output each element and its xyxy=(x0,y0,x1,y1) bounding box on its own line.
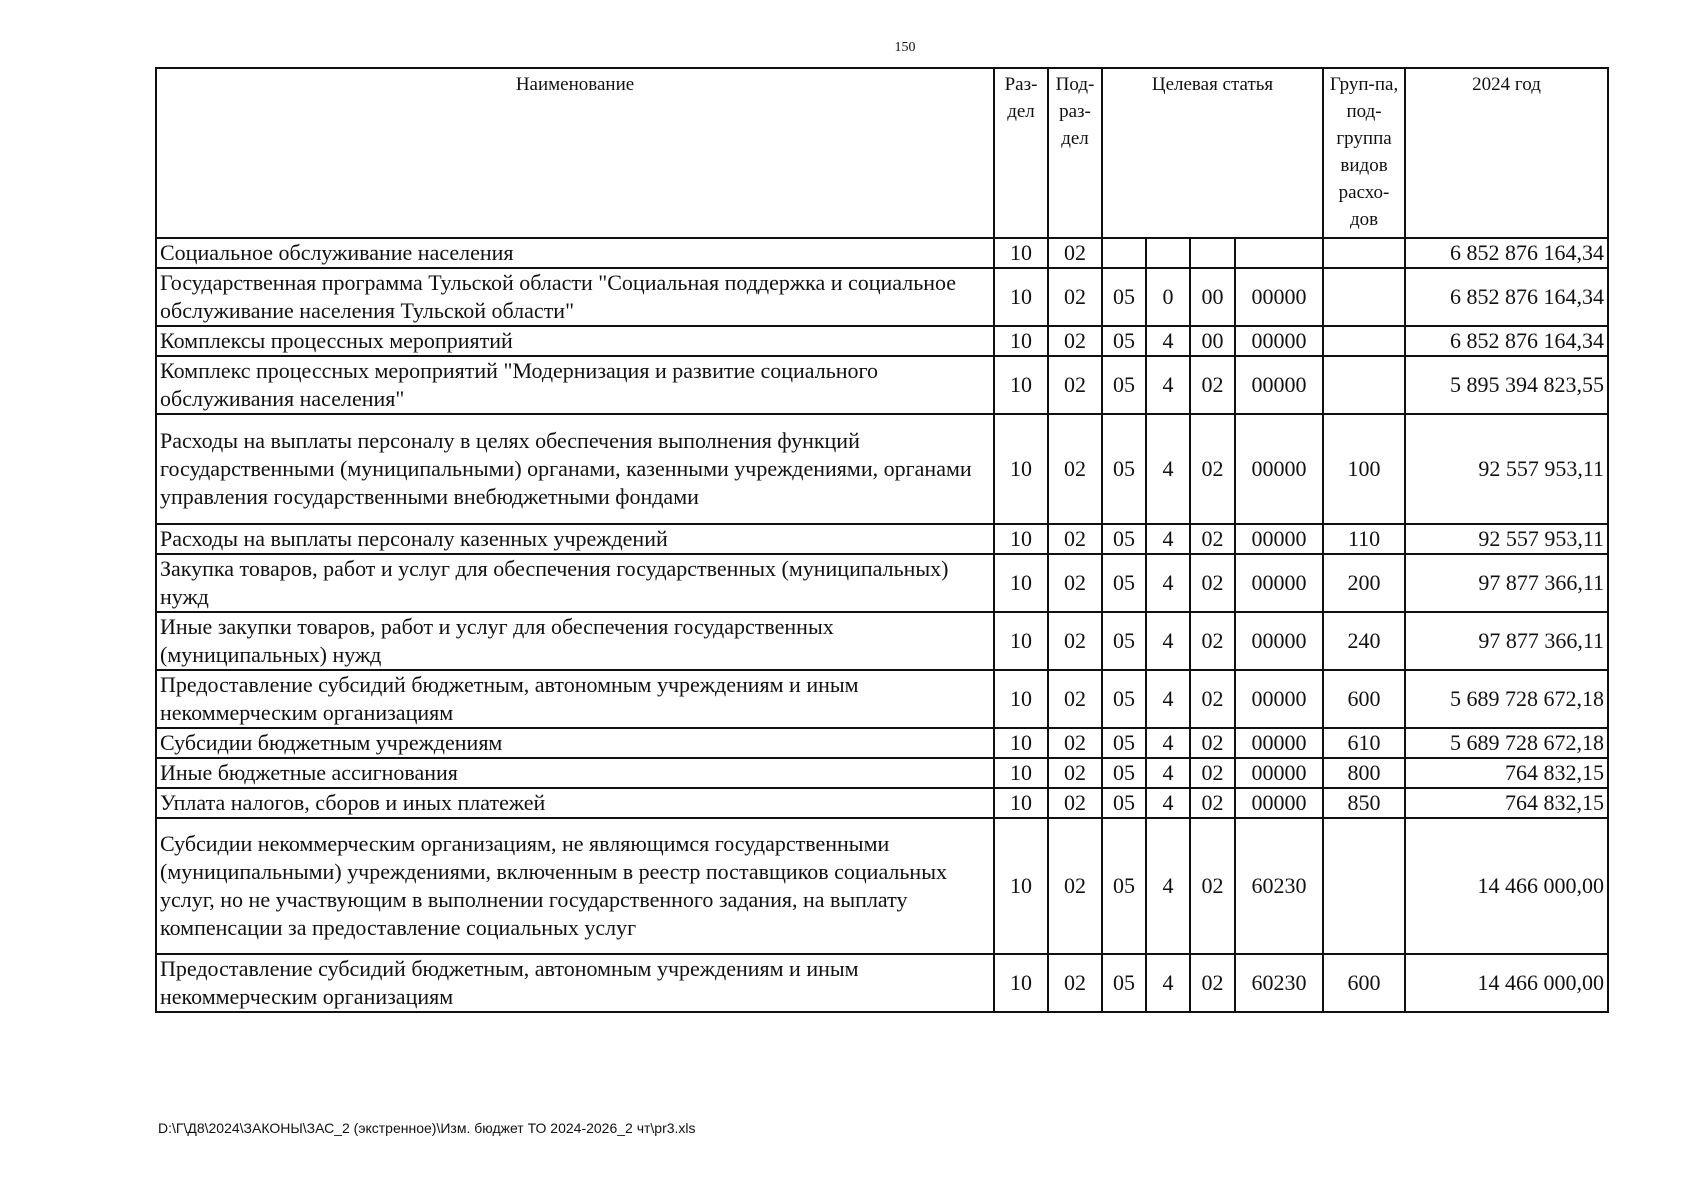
razdel-cell: 10 xyxy=(994,612,1048,670)
file-path-footer: D:\Г\Д8\2024\ЗАКОНЫ\ЗАС_2 (экстренное)\Изм. бюджет ТО 2024-2026_2 чт\pr3.xls xyxy=(158,1120,696,1136)
target-article-type-cell: 4 xyxy=(1146,612,1190,670)
target-article-direction-cell: 00000 xyxy=(1235,414,1323,524)
amount-2024-cell: 14 466 000,00 xyxy=(1405,818,1608,954)
podrazdel-cell: 02 xyxy=(1048,758,1102,788)
amount-2024-cell: 6 852 876 164,34 xyxy=(1405,326,1608,356)
target-article-program-cell: 05 xyxy=(1102,612,1146,670)
target-article-type-cell: 4 xyxy=(1146,954,1190,1012)
row-name-cell: Субсидии бюджетным учреждениям xyxy=(156,728,994,758)
amount-2024-cell: 92 557 953,11 xyxy=(1405,414,1608,524)
target-article-direction-cell: 00000 xyxy=(1235,356,1323,414)
row-name-cell: Комплексы процессных мероприятий xyxy=(156,326,994,356)
amount-2024-cell: 6 852 876 164,34 xyxy=(1405,268,1608,326)
razdel-cell: 10 xyxy=(994,758,1048,788)
razdel-cell: 10 xyxy=(994,356,1048,414)
target-article-type-cell: 4 xyxy=(1146,356,1190,414)
amount-2024-cell: 5 689 728 672,18 xyxy=(1405,670,1608,728)
header-name: Наименование xyxy=(156,68,994,238)
target-article-complex-cell: 02 xyxy=(1190,524,1235,554)
amount-2024-cell: 97 877 366,11 xyxy=(1405,612,1608,670)
target-article-complex-cell xyxy=(1190,238,1235,268)
row-name-cell: Иные закупки товаров, работ и услуг для обеспечения государственных (муниципальных) нужд xyxy=(156,612,994,670)
podrazdel-cell: 02 xyxy=(1048,670,1102,728)
target-article-type-cell: 4 xyxy=(1146,524,1190,554)
razdel-cell: 10 xyxy=(994,238,1048,268)
target-article-complex-cell: 02 xyxy=(1190,954,1235,1012)
budget-table xyxy=(155,67,1609,1013)
row-name-cell: Предоставление субсидий бюджетным, автономным учреждениям и иным некоммерческим организациям xyxy=(156,670,994,728)
podrazdel-cell: 02 xyxy=(1048,356,1102,414)
amount-2024-cell: 97 877 366,11 xyxy=(1405,554,1608,612)
table-row xyxy=(156,612,1608,670)
amount-2024-cell: 5 689 728 672,18 xyxy=(1405,728,1608,758)
target-article-complex-cell: 02 xyxy=(1190,554,1235,612)
target-article-type-cell: 4 xyxy=(1146,326,1190,356)
target-article-direction-cell: 00000 xyxy=(1235,326,1323,356)
target-article-complex-cell: 02 xyxy=(1190,612,1235,670)
target-article-program-cell: 05 xyxy=(1102,670,1146,728)
header-razdel: Раз-дел xyxy=(994,68,1048,238)
table-body xyxy=(156,238,1608,1012)
expense-group-cell xyxy=(1323,268,1405,326)
target-article-type-cell xyxy=(1146,238,1190,268)
target-article-type-cell: 4 xyxy=(1146,758,1190,788)
amount-2024-cell: 6 852 876 164,34 xyxy=(1405,238,1608,268)
row-name-cell: Государственная программа Тульской области "Социальная поддержка и социальное обслуживание населения Тульской области" xyxy=(156,268,994,326)
target-article-program-cell: 05 xyxy=(1102,524,1146,554)
expense-group-cell: 200 xyxy=(1323,554,1405,612)
podrazdel-cell: 02 xyxy=(1048,554,1102,612)
row-name-cell: Предоставление субсидий бюджетным, автономным учреждениям и иным некоммерческим организациям xyxy=(156,954,994,1012)
expense-group-cell: 850 xyxy=(1323,788,1405,818)
amount-2024-cell: 5 895 394 823,55 xyxy=(1405,356,1608,414)
podrazdel-cell: 02 xyxy=(1048,788,1102,818)
expense-group-cell: 800 xyxy=(1323,758,1405,788)
page-number: 150 xyxy=(894,40,916,55)
razdel-cell: 10 xyxy=(994,414,1048,524)
target-article-direction-cell: 00000 xyxy=(1235,524,1323,554)
target-article-program-cell: 05 xyxy=(1102,268,1146,326)
target-article-type-cell: 4 xyxy=(1146,414,1190,524)
row-name-cell: Субсидии некоммерческим организациям, не являющимся государственными (муниципальными) учреждениями, включенным в реестр поставщиков социальных услуг, но не участвующим в выполнении государственного задания, на выплату компенсации за предоставление социальных услуг xyxy=(156,818,994,954)
target-article-type-cell: 4 xyxy=(1146,818,1190,954)
target-article-direction-cell: 00000 xyxy=(1235,554,1323,612)
target-article-program-cell: 05 xyxy=(1102,414,1146,524)
target-article-direction-cell: 00000 xyxy=(1235,758,1323,788)
podrazdel-cell: 02 xyxy=(1048,268,1102,326)
expense-group-cell xyxy=(1323,356,1405,414)
target-article-program-cell: 05 xyxy=(1102,758,1146,788)
expense-group-cell: 240 xyxy=(1323,612,1405,670)
podrazdel-cell: 02 xyxy=(1048,326,1102,356)
target-article-program-cell xyxy=(1102,238,1146,268)
target-article-complex-cell: 02 xyxy=(1190,356,1235,414)
target-article-type-cell: 4 xyxy=(1146,554,1190,612)
expense-group-cell: 100 xyxy=(1323,414,1405,524)
target-article-complex-cell: 02 xyxy=(1190,818,1235,954)
target-article-type-cell: 4 xyxy=(1146,788,1190,818)
target-article-program-cell: 05 xyxy=(1102,728,1146,758)
razdel-cell: 10 xyxy=(994,818,1048,954)
row-name-cell: Комплекс процессных мероприятий "Модернизация и развитие социального обслуживания населения" xyxy=(156,356,994,414)
table-row xyxy=(156,238,1608,268)
header-year-2024: 2024 год xyxy=(1405,68,1608,238)
expense-group-cell xyxy=(1323,818,1405,954)
target-article-program-cell: 05 xyxy=(1102,818,1146,954)
target-article-complex-cell: 02 xyxy=(1190,670,1235,728)
table-header-row xyxy=(156,68,1608,238)
target-article-type-cell: 0 xyxy=(1146,268,1190,326)
target-article-program-cell: 05 xyxy=(1102,326,1146,356)
target-article-program-cell: 05 xyxy=(1102,554,1146,612)
razdel-cell: 10 xyxy=(994,326,1048,356)
razdel-cell: 10 xyxy=(994,670,1048,728)
target-article-complex-cell: 00 xyxy=(1190,326,1235,356)
row-name-cell: Закупка товаров, работ и услуг для обеспечения государственных (муниципальных) нужд xyxy=(156,554,994,612)
target-article-direction-cell: 00000 xyxy=(1235,728,1323,758)
table-row xyxy=(156,954,1608,1012)
target-article-program-cell: 05 xyxy=(1102,954,1146,1012)
table-row xyxy=(156,554,1608,612)
razdel-cell: 10 xyxy=(994,554,1048,612)
target-article-program-cell: 05 xyxy=(1102,788,1146,818)
target-article-complex-cell: 02 xyxy=(1190,728,1235,758)
podrazdel-cell: 02 xyxy=(1048,612,1102,670)
target-article-complex-cell: 02 xyxy=(1190,758,1235,788)
table-row xyxy=(156,670,1608,728)
table-row xyxy=(156,414,1608,524)
target-article-type-cell: 4 xyxy=(1146,728,1190,758)
razdel-cell: 10 xyxy=(994,788,1048,818)
row-name-cell: Расходы на выплаты персоналу в целях обеспечения выполнения функций государственными (муниципальными) органами, казенными учреждениями, органами управления государственными внебюджетными фондами xyxy=(156,414,994,524)
podrazdel-cell: 02 xyxy=(1048,954,1102,1012)
target-article-direction-cell: 60230 xyxy=(1235,954,1323,1012)
expense-group-cell: 610 xyxy=(1323,728,1405,758)
razdel-cell: 10 xyxy=(994,954,1048,1012)
table-row xyxy=(156,788,1608,818)
target-article-direction-cell: 00000 xyxy=(1235,268,1323,326)
expense-group-cell: 600 xyxy=(1323,670,1405,728)
table-row xyxy=(156,268,1608,326)
podrazdel-cell: 02 xyxy=(1048,414,1102,524)
header-podrazdel: Под-раз-дел xyxy=(1048,68,1102,238)
row-name-cell: Иные бюджетные ассигнования xyxy=(156,758,994,788)
target-article-direction-cell: 00000 xyxy=(1235,788,1323,818)
header-expense-group: Груп-па, под-группа видов расхо-дов xyxy=(1323,68,1405,238)
table-row xyxy=(156,326,1608,356)
target-article-complex-cell: 02 xyxy=(1190,414,1235,524)
expense-group-cell: 110 xyxy=(1323,524,1405,554)
target-article-direction-cell: 00000 xyxy=(1235,612,1323,670)
target-article-type-cell: 4 xyxy=(1146,670,1190,728)
target-article-direction-cell xyxy=(1235,238,1323,268)
table-row xyxy=(156,728,1608,758)
amount-2024-cell: 14 466 000,00 xyxy=(1405,954,1608,1012)
target-article-direction-cell: 00000 xyxy=(1235,670,1323,728)
amount-2024-cell: 764 832,15 xyxy=(1405,788,1608,818)
podrazdel-cell: 02 xyxy=(1048,238,1102,268)
target-article-direction-cell: 60230 xyxy=(1235,818,1323,954)
razdel-cell: 10 xyxy=(994,728,1048,758)
razdel-cell: 10 xyxy=(994,268,1048,326)
expense-group-cell: 600 xyxy=(1323,954,1405,1012)
expense-group-cell xyxy=(1323,326,1405,356)
podrazdel-cell: 02 xyxy=(1048,728,1102,758)
table-row xyxy=(156,356,1608,414)
table-row xyxy=(156,818,1608,954)
header-target-article: Целевая статья xyxy=(1102,68,1323,238)
table-row xyxy=(156,524,1608,554)
amount-2024-cell: 764 832,15 xyxy=(1405,758,1608,788)
target-article-complex-cell: 00 xyxy=(1190,268,1235,326)
target-article-program-cell: 05 xyxy=(1102,356,1146,414)
table-row xyxy=(156,758,1608,788)
amount-2024-cell: 92 557 953,11 xyxy=(1405,524,1608,554)
expense-group-cell xyxy=(1323,238,1405,268)
row-name-cell: Расходы на выплаты персоналу казенных учреждений xyxy=(156,524,994,554)
podrazdel-cell: 02 xyxy=(1048,524,1102,554)
row-name-cell: Уплата налогов, сборов и иных платежей xyxy=(156,788,994,818)
podrazdel-cell: 02 xyxy=(1048,818,1102,954)
row-name-cell: Социальное обслуживание населения xyxy=(156,238,994,268)
target-article-complex-cell: 02 xyxy=(1190,788,1235,818)
razdel-cell: 10 xyxy=(994,524,1048,554)
